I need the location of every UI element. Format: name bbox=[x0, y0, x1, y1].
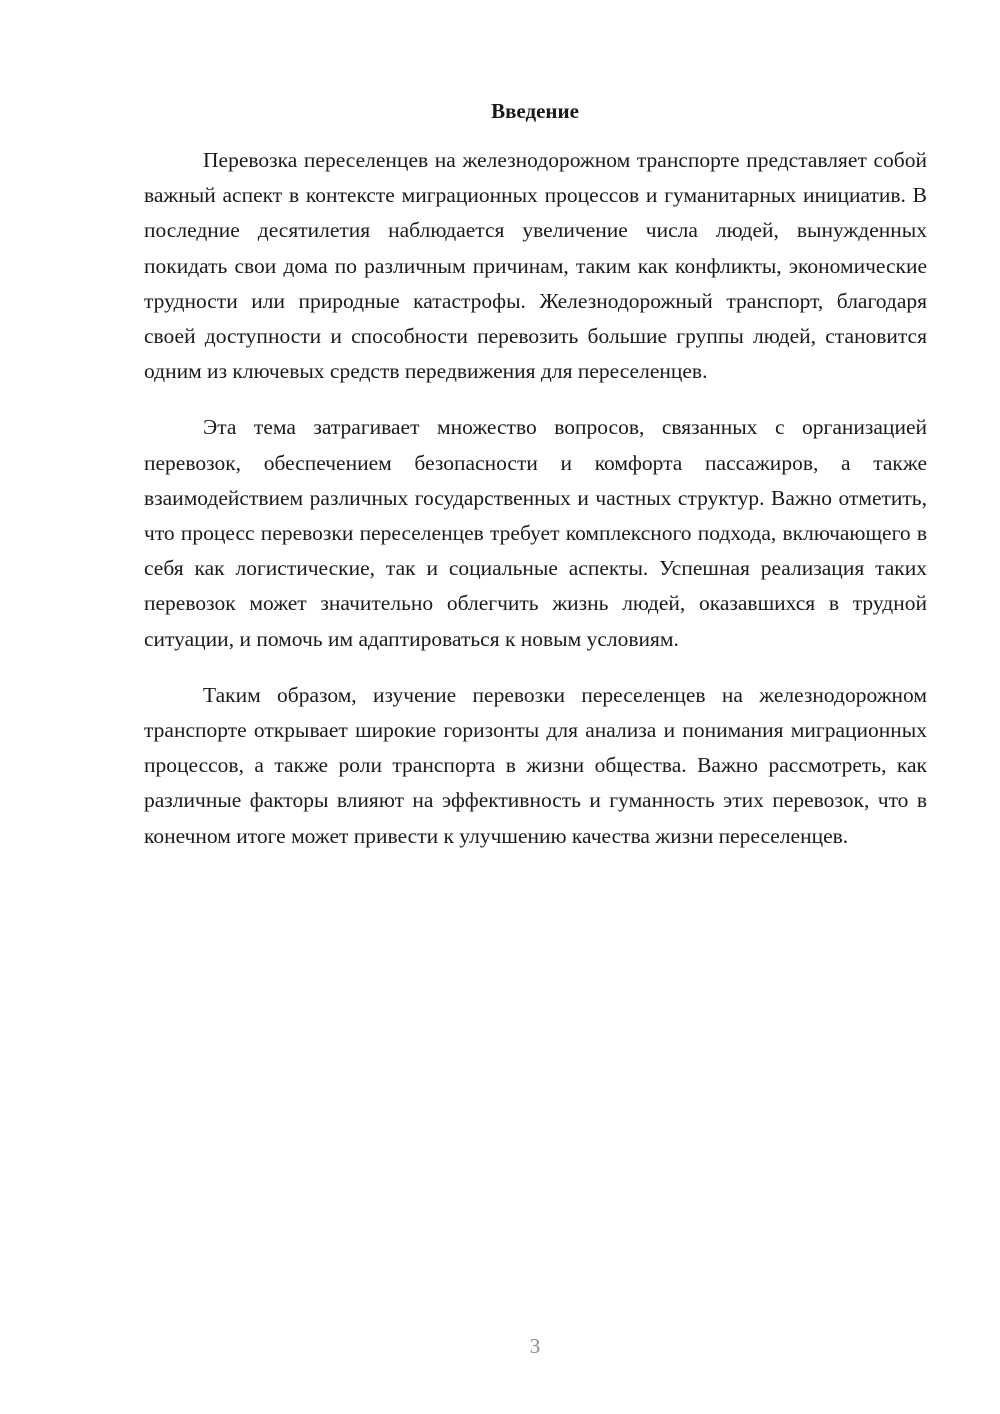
paragraph-2: Эта тема затрагивает множество вопросов, связанных с организацией перевозок, обеспечением безопасности и комфорта пассажиров, а также взаимодействием различных государственных и частных структур. Важно отметить, что процесс перевозки переселенцев требует комплексного подхода, включающего в себя как логистические, так и социальные аспекты. Успешная реализация таких перевозок может значительно облегчить жизнь людей, оказавшихся в трудной ситуации, и помочь им адаптироваться к новым условиям. bbox=[144, 415, 927, 651]
section-heading: Введение bbox=[491, 99, 579, 123]
paragraph-3: Таким образом, изучение перевозки переселенцев на железнодорожном транспорте открывает широкие горизонты для анализа и понимания миграционных процессов, а также роли транспорта в жизни общества. Важно рассмотреть, как различные факторы влияют на эффективность и гуманность этих перевозок, что в конечном итоге может привести к улучшению качества жизни переселенцев. bbox=[144, 682, 927, 848]
page-number: 3 bbox=[529, 1334, 541, 1358]
body-text bbox=[144, 143, 927, 875]
paragraph-1: Перевозка переселенцев на железнодорожном транспорте представляет собой важный аспект в контексте миграционных процессов и гуманитарных инициатив. В последние десятилетия наблюдается увеличение числа людей, вынужденных покидать свои дома по различным причинам, таким как конфликты, экономические трудности или природные катастрофы. Железнодорожный транспорт, благодаря своей доступности и способности перевозить большие группы людей, становится одним из ключевых средств передвижения для переселенцев. bbox=[144, 148, 927, 384]
